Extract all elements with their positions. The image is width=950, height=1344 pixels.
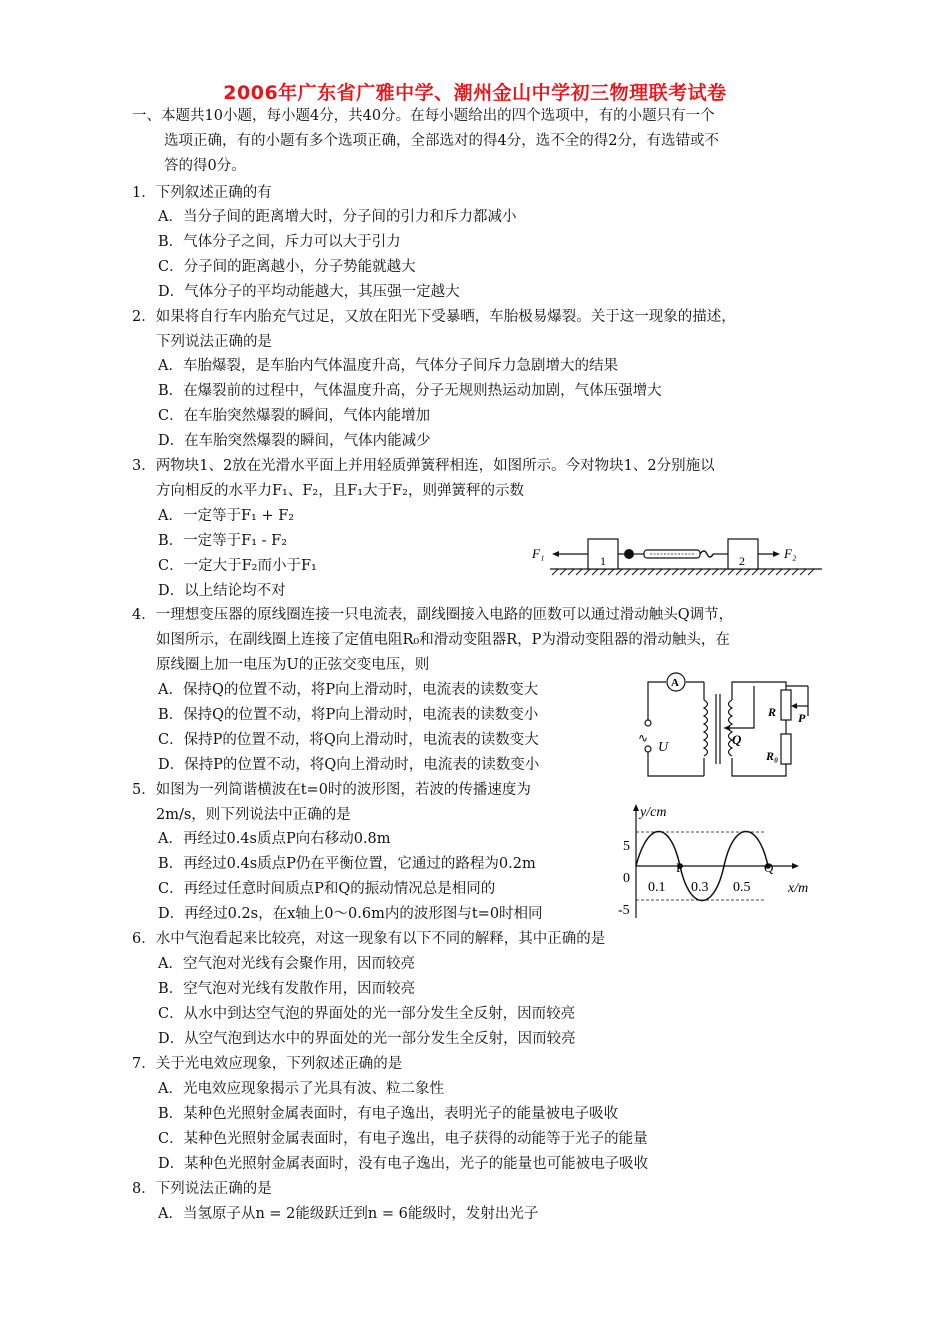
scale-hook (700, 551, 713, 557)
y-axis-label-text: y/cm (640, 805, 667, 820)
question-3-option-d: D．以上结论均不对 (158, 583, 286, 599)
question-1-option-b: B．气体分子之间，斥力可以大于引力 (158, 234, 401, 250)
y-tick-0: 0 (623, 871, 630, 886)
question-6-option-c: C．从水中到达空气泡的界面处的光一部分发生全反射，因而较亮 (158, 1006, 576, 1022)
question-6-option-b: B．空气泡对光线有发散作用，因而较亮 (158, 981, 416, 997)
x-tick-0-5: 0.5 (733, 880, 751, 895)
x-tick-0-1: 0.1 (648, 880, 666, 895)
force-f1-label: F₁ (532, 546, 545, 561)
slider-q-label: Q (732, 732, 742, 747)
fixed-resistor-r0 (781, 734, 791, 764)
wave-graph-figure (616, 800, 816, 924)
point-p-label: P (676, 860, 684, 875)
question-4-stem-cont: 如图所示，在副线圈上连接了定值电阻R₀和滑动变阻器R，P为滑动变阻器的滑动触头，在 (156, 632, 730, 648)
question-7-option-b: B．某种色光照射金属表面时，有电子逸出，表明光子的能量被电子吸收 (158, 1106, 619, 1122)
question-4-stem-cont: 原线圈上加一电压为U的正弦交变电压，则 (156, 657, 430, 673)
resistor-r0-label: R₀ (766, 749, 779, 763)
question-4-option-a: A．保持Q的位置不动，将P向上滑动时，电流表的读数变大 (158, 682, 539, 698)
question-4-option-c: C．保持P的位置不动，将Q向上滑动时，电流表的读数变大 (158, 732, 539, 748)
question-1-stem: 1．下列叙述正确的有 (132, 185, 272, 201)
question-4-stem: 4．一理想变压器的原线圈连接一只电流表，副线圈接入电路的匝数可以通过滑动触头Q调节， (132, 607, 734, 623)
question-3-stem-cont: 方向相反的水平力F₁、F₂，且F₁大于F₂，则弹簧秤的示数 (156, 483, 524, 499)
question-2-option-b: B．在爆裂前的过程中，气体温度升高，分子无规则热运动加剧，气体压强增大 (158, 383, 662, 399)
section-instruction-line: 选项正确，有的小题有多个选项正确，全部选对的得4分，选不全的得2分，有选错或不 (164, 133, 719, 149)
question-7-option-d: D．某种色光照射金属表面时，没有电子逸出，光子的能量也可能被电子吸收 (158, 1156, 649, 1172)
section-instruction-line: 一、本题共10小题，每小题4分，共40分。在每小题给出的四个选项中，有的小题只有一个 (132, 108, 715, 124)
question-3-option-a: A．一定等于F₁ + F₂ (158, 508, 295, 524)
question-6-stem: 6．水中气泡看起来比较亮，对这一现象有以下不同的解释，其中正确的是 (132, 931, 606, 947)
y-axis-label (638, 805, 666, 820)
question-1-option-a: A．当分子间的距离增大时，分子间的引力和斥力都减小 (158, 209, 517, 225)
question-8-stem: 8．下列说法正确的是 (132, 1181, 272, 1197)
question-1-option-c: C．分子间的距离越小，分子势能就越大 (158, 259, 416, 275)
x-tick-0-3: 0.3 (691, 880, 709, 895)
question-5-stem: 5．如图为一列简谐横波在t=0时的波形图，若波的传播速度为 (132, 782, 531, 798)
question-6-option-a: A．空气泡对光线有会聚作用，因而较亮 (158, 956, 415, 972)
primary-coil (704, 700, 708, 756)
question-2-stem: 2．如果将自行车内胎充气过足，又放在阳光下受暴晒，车胎极易爆裂。关于这一现象的描述， (132, 309, 736, 325)
question-2-stem-cont: 下列说法正确的是 (156, 334, 272, 350)
terminal-bottom (645, 746, 651, 752)
ammeter-label: A (671, 677, 679, 689)
ac-symbol: ∿ (638, 731, 649, 745)
variable-resistor-r (781, 690, 791, 720)
question-8-option-a: A．当氢原子从n = 2能级跃迁到n = 6能级时，发射出光子 (158, 1206, 539, 1222)
terminal-top (645, 720, 651, 726)
question-3-option-b: B．一定等于F₁ - F₂ (158, 533, 288, 549)
spring-scale-figure (528, 535, 828, 577)
slider-p-label: P (798, 711, 806, 725)
section-instruction-line: 答的得0分。 (164, 158, 246, 174)
question-5-option-b: B．再经过0.4s质点P仍在平衡位置，它通过的路程为0.2m (158, 856, 536, 872)
question-2-option-d: D．在车胎突然爆裂的瞬间，气体内能减少 (158, 433, 431, 449)
force-f2-label: F₂ (784, 546, 797, 561)
question-5-option-d: D．再经过0.2s，在x轴上0～0.6m内的波形图与t=0时相同 (158, 906, 543, 922)
question-7-option-c: C．某种色光照射金属表面时，有电子逸出，电子获得的动能等于光子的能量 (158, 1131, 648, 1147)
exam-title: 2006年广东省广雅中学、潮州金山中学初三物理联考试卷 (223, 82, 727, 104)
question-7-option-a: A．光电效应现象揭示了光具有波、粒二象性 (158, 1081, 444, 1097)
y-tick-neg5: -5 (618, 903, 630, 918)
transformer-circuit-figure (636, 672, 816, 784)
question-1-option-d: D．气体分子的平均动能越大，其压强一定越大 (158, 284, 460, 300)
x-axis-label: x/m (788, 881, 809, 896)
question-3-option-c: C．一定大于F₂而小于F₁ (158, 558, 317, 574)
scale-ring (624, 549, 634, 559)
question-5-option-c: C．再经过任意时间质点P和Q的振动情况总是相同的 (158, 881, 496, 897)
question-4-option-b: B．保持Q的位置不动，将P向上滑动时，电流表的读数变小 (158, 707, 539, 723)
question-4-option-d: D．保持P的位置不动，将Q向上滑动时，电流表的读数变小 (158, 757, 540, 773)
block-2-label: 2 (739, 554, 745, 568)
question-2-option-a: A．车胎爆裂，是车胎内气体温度升高，气体分子间斥力急剧增大的结果 (158, 358, 618, 374)
question-7-stem: 7．关于光电效应现象，下列叙述正确的是 (132, 1056, 403, 1072)
y-tick-5: 5 (623, 839, 630, 854)
question-5-option-a: A．再经过0.4s质点P向右移动0.8m (158, 831, 391, 847)
question-2-option-c: C．在车胎突然爆裂的瞬间，气体内能增加 (158, 408, 431, 424)
question-3-stem: 3．两物块1、2放在光滑水平面上并用轻质弹簧秤相连，如图所示。今对物块1、2分别施以 (132, 458, 715, 474)
block-1-label: 1 (600, 554, 606, 568)
question-6-option-d: D．从空气泡到达水中的界面处的光一部分发生全反射，因而较亮 (158, 1031, 576, 1047)
resistor-r-label: R (768, 705, 777, 719)
point-q-label: Q (764, 860, 774, 875)
voltage-u-label: U (658, 740, 669, 755)
question-5-stem-cont: 2m/s，则下列说法中正确的是 (156, 807, 351, 823)
